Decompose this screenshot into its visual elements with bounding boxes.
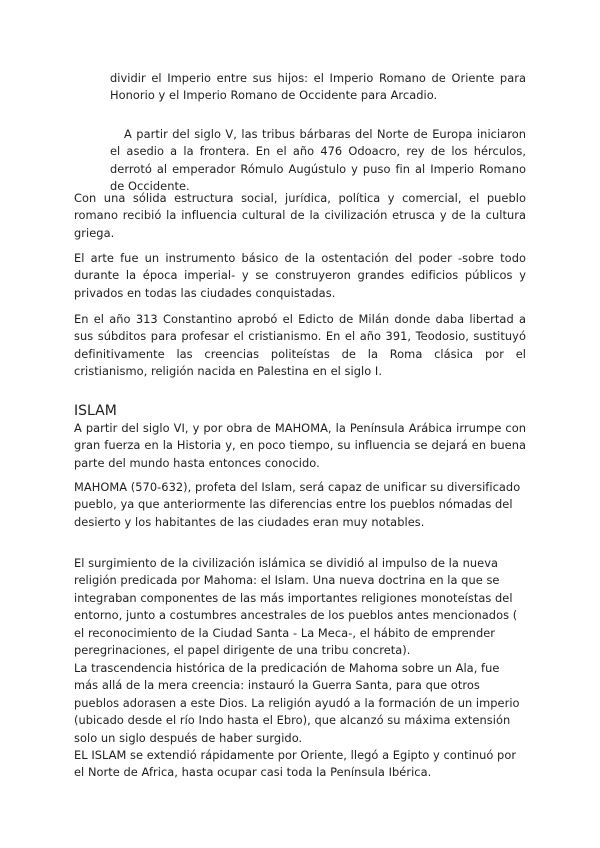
- paragraph-islam-expansion: EL ISLAM se extendió rápidamente por Oriente, llegó a Egipto y continuó por el Norte de Africa, hasta ocupar casi toda la Península Ibérica.: [74, 748, 517, 780]
- paragraph-barbarian-tribes: A partir del siglo V, las tribus bárbaras del Norte de Europa iniciaron el asedio a la frontera. En el año 476 Odoacro, rey de los hérculos, derrotó al emperador Rómulo Augústulo y puso fin al Imperio Romano de Occidente.: [110, 127, 526, 194]
- paragraph-islam-origin: A partir del siglo VI, y por obra de MAHOMA, la Península Arábica irrumpe con gran fuerza en la Historia y, en poco tiempo, su influencia se dejará en buena parte del mundo hasta entonces conocido.: [74, 421, 526, 470]
- paragraph-roman-structure: Con una sólida estructura social, jurídica, política y comercial, el pueblo romano recibió la influencia cultural de la civilización etrusca y de la cultura griega.: [74, 191, 526, 240]
- paragraph-holy-war: La trascendencia histórica de la predicación de Mahoma sobre un Ala, fue más allá de la mera creencia: instauró la Guerra Santa, para que otros pueblos adorasen a este Dios. La religión ayudó a la formación de un imperio (ubicado desde el río Indo hasta el Ebro), que alcanzó su máxima extensión solo un siglo después de haber surgido.: [74, 661, 520, 745]
- paragraph-mahoma: MAHOMA (570-632), profeta del Islam, será capaz de unificar su diversificado pueblo, ya que anteriormente las diferencias entre los pueblos nómadas del desierto y los habitantes de las ciudades eran muy notables.: [74, 480, 521, 529]
- paragraph-roman-art: El arte fue un instrumento básico de la ostentación del poder -sobre todo durante la época imperial- y se construyeron grandes edificios públicos y privados en todas las ciudades conquistadas.: [74, 251, 526, 300]
- section-heading-islam: ISLAM: [74, 403, 117, 419]
- paragraph-empire-division: dividir el Imperio entre sus hijos: el Imperio Romano de Oriente para Honorio y el Imperio Romano de Occidente para Arcadio.: [110, 71, 526, 103]
- paragraph-constantine: En el año 313 Constantino aprobó el Edicto de Milán donde daba libertad a sus súbditos para profesar el cristianismo. En el año 391, Teodosio, sustituyó definitivamente las creencias politeístas de la Roma clásica por el cristianismo, religión nacida en Palestina en el siglo I.: [74, 312, 526, 379]
- paragraph-islamic-civilization: El surgimiento de la civilización islámica se dividió al impulso de la nueva religión predicada por Mahoma: el Islam. Una nueva doctrina en la que se integraban componentes de las más importantes religiones monoteístas del entorno, junto a costumbres ancestrales de los pueblos antes mencionados ( el reconocimiento de la Ciudad Santa - La Meca-, el hábito de emprender peregrinaciones, el papel dirigente de una tribu concreta).: [74, 556, 518, 658]
